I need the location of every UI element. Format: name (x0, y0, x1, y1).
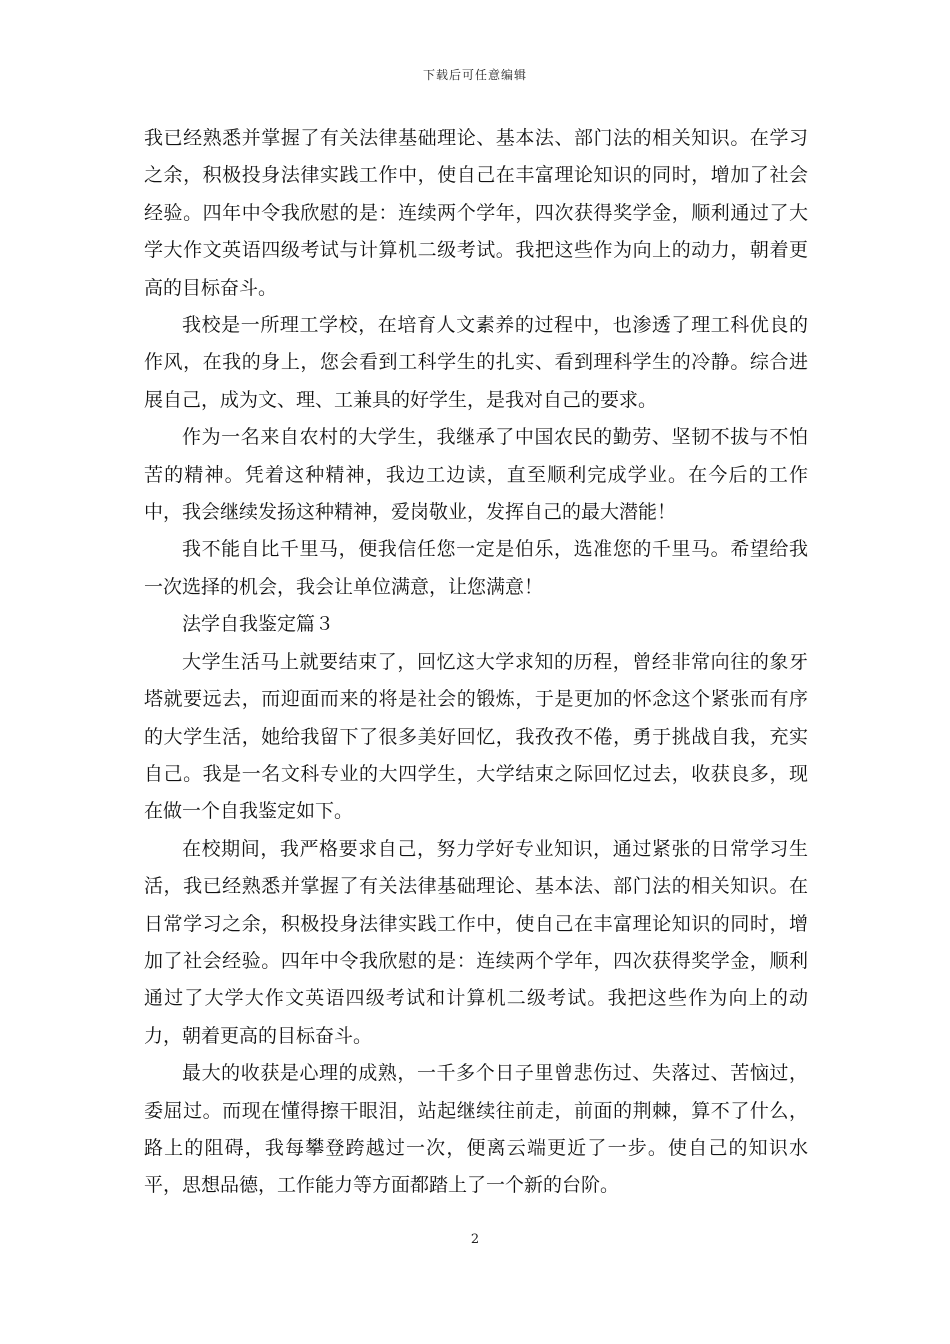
section-heading: 法学自我鉴定篇３ (182, 613, 335, 636)
page-number: 2 (470, 1232, 480, 1247)
paragraph: 作为一名来自农村的大学生，我继承了中国农民的勤劳、坚韧不拔与不怕苦的精神。凭着这种精神，我边工边读，直至顺利完成学业。在今后的工作中，我会继续发扬这种精神，爱岗敬业，发挥自己的最大潜能！ (144, 426, 808, 524)
paragraph: 我校是一所理工学校，在培育人文素养的过程中，也渗透了理工科优良的作风，在我的身上，您会看到工科学生的扎实、看到理科学生的冷静。综合进展自己，成为文、理、工兼具的好学生，是我对自己的要求。 (144, 314, 808, 411)
paragraph: 最大的收获是心理的成熟，一千多个日子里曾悲伤过、失落过、苦恼过，委屈过。而现在懂得擦干眼泪，站起继续往前走，前面的荆棘，算不了什么，路上的阻碍，我每攀登跨越过一次，便离云端更近了一步。使自己的知识水平，思想品德，工作能力等方面都踏上了一个新的台阶。 (144, 1062, 808, 1197)
paragraph: 我不能自比千里马，便我信任您一定是伯乐，选准您的千里马。希望给我一次选择的机会，我会让单位满意，让您满意！ (144, 538, 808, 598)
paragraph: 大学生活马上就要结束了，回忆这大学求知的历程，曾经非常向往的象牙塔就要远去，而迎面而来的将是社会的锻炼，于是更加的怀念这个紧张而有序的大学生活，她给我留下了很多美好回忆，我孜孜不倦，勇于挑战自我，充实自己。我是一名文科专业的大四学生，大学结束之际回忆过去，收获良多，现在做一个自我鉴定如下。 (144, 650, 808, 823)
page-header: 下载后可任意编辑 (422, 68, 527, 82)
document-body (144, 120, 808, 1205)
paragraph-continued: 我已经熟悉并掌握了有关法律基础理论、基本法、部门法的相关知识。在学习之余，积极投身法律实践工作中，使自己在丰富理论知识的同时，增加了社会经验。四年中令我欣慰的是：连续两个学年，四次获得奖学金，顺利通过了大学大作文英语四级考试与计算机二级考试。我把这些作为向上的动力，朝着更高的目标奋斗。 (144, 127, 808, 299)
paragraph: 在校期间，我严格要求自己，努力学好专业知识，通过紧张的日常学习生活，我已经熟悉并掌握了有关法律基础理论、基本法、部门法的相关知识。在日常学习之余，积极投身法律实践工作中，使自己在丰富理论知识的同时，增加了社会经验。四年中令我欣慰的是：连续两个学年，四次获得奖学金，顺利通过了大学大作文英语四级考试和计算机二级考试。我把这些作为向上的动力，朝着更高的目标奋斗。 (144, 837, 808, 1047)
